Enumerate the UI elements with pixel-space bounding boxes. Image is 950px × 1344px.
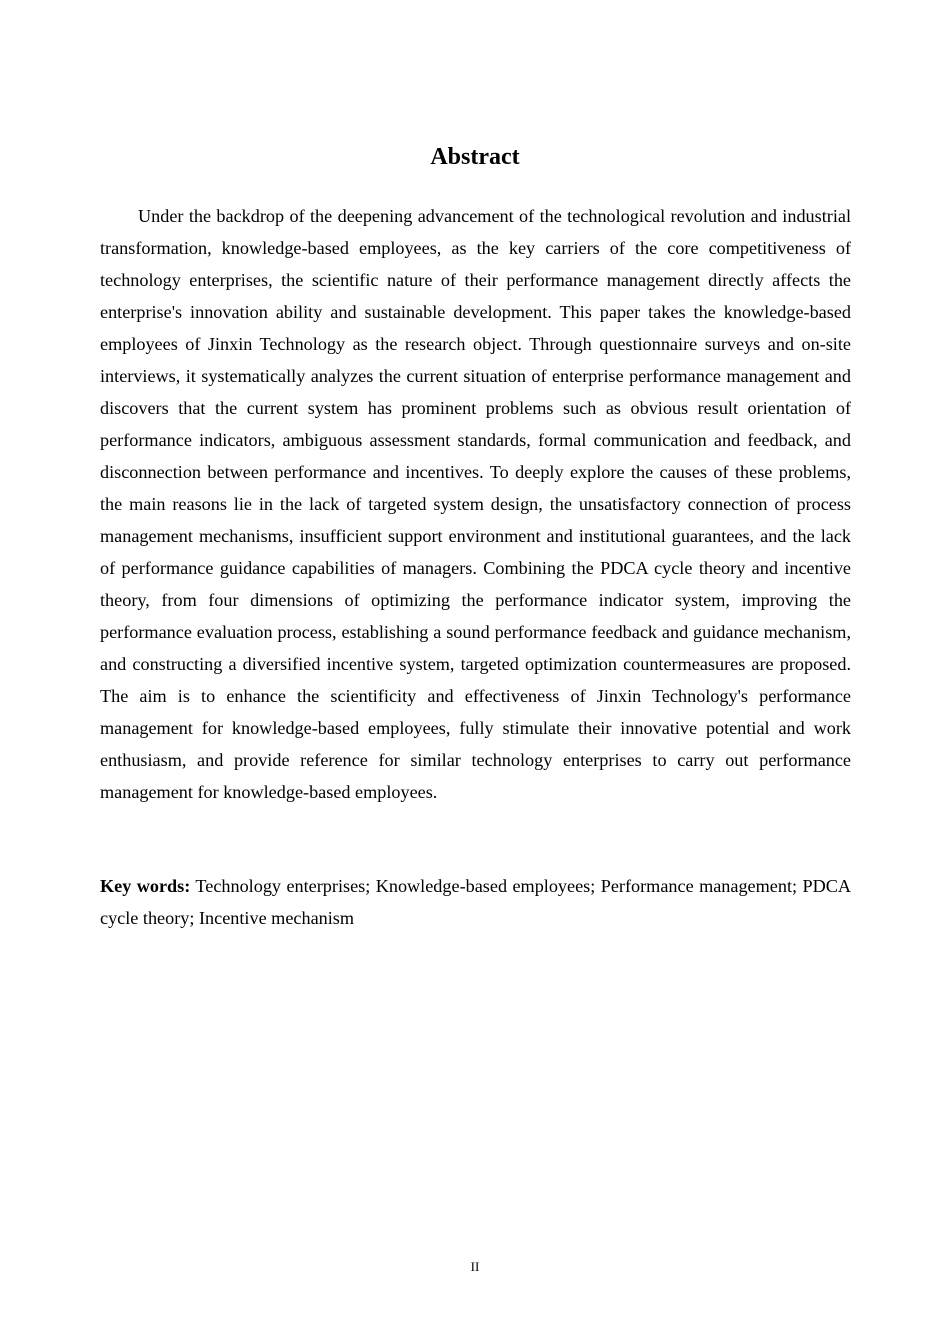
- keywords-list: Technology enterprises; Knowledge-based employees; Performance management; PDCA cycle theory; Incentive mechanism: [100, 876, 852, 928]
- abstract-paragraph: Under the backdrop of the deepening advancement of the technological revolution and industrial transformation, knowledge-based employees, as the key carriers of the core competitiveness of technology enterprises, the scientific nature of their performance management directly affects the enterprise's innovation ability and sustainable development. This paper takes the knowledge-based employees of Jinxin Technology as the research object. Through questionnaire surveys and on-site interviews, it systematically analyzes the current situation of enterprise performance management and discovers that the current system has prominent problems such as obvious result orientation of performance indicators, ambiguous assessment standards, formal communication and feedback, and disconnection between performance and incentives. To deeply explore the causes of these problems, the main reasons lie in the lack of targeted system design, the unsatisfactory connection of process management mechanisms, insufficient support environment and institutional guarantees, and the lack of performance guidance capabilities of managers. Combining the PDCA cycle theory and incentive theory, from four dimensions of optimizing the performance indicator system, improving the performance evaluation process, establishing a sound performance feedback and guidance mechanism, and constructing a diversified incentive system, targeted optimization countermeasures are proposed. The aim is to enhance the scientificity and effectiveness of Jinxin Technology's performance management for knowledge-based employees, fully stimulate their innovative potential and work enthusiasm, and provide reference for similar technology enterprises to carry out performance management for knowledge-based employees.: [100, 206, 851, 802]
- page-number: II: [470, 1259, 480, 1274]
- page-title: Abstract: [430, 144, 520, 170]
- keywords-label: Key words:: [100, 876, 191, 896]
- keywords-paragraph: [100, 870, 851, 934]
